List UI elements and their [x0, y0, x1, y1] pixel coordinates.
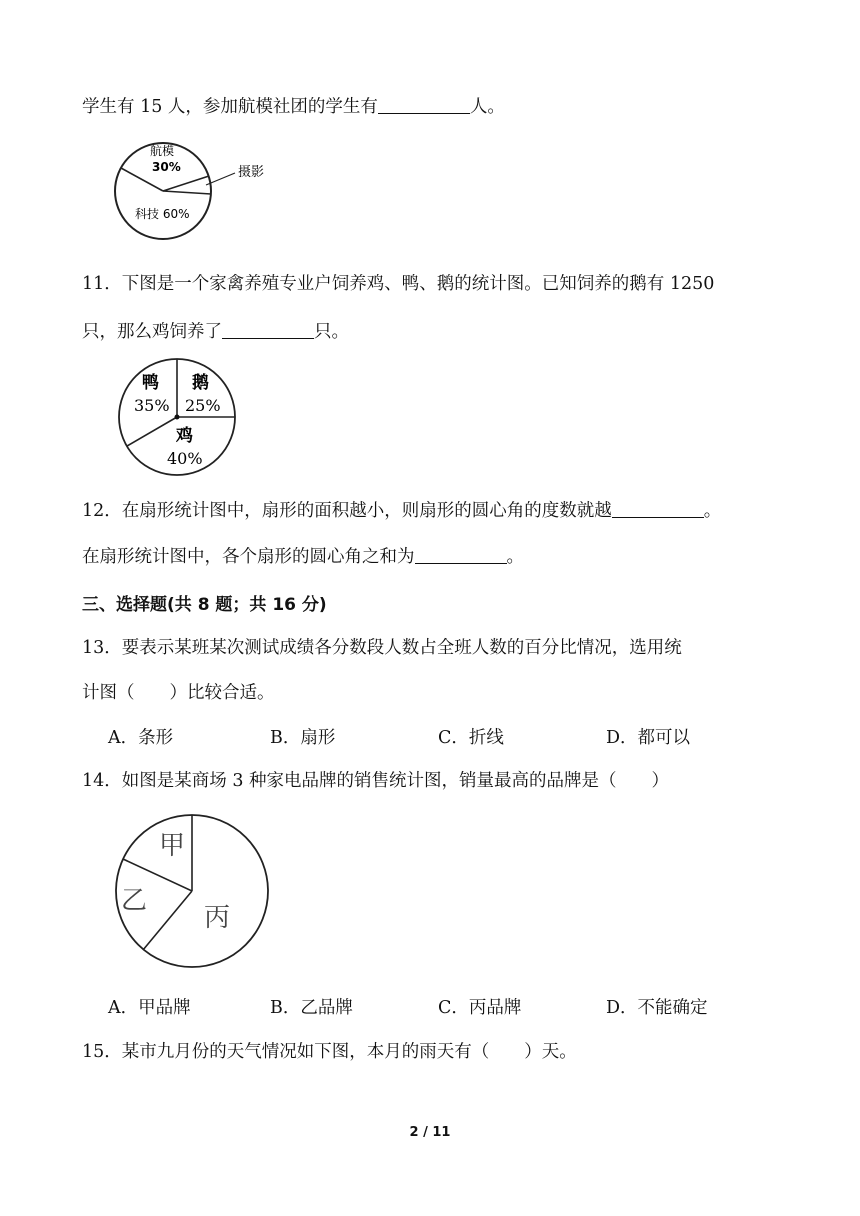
page-number: 2 / 11: [409, 1125, 451, 1140]
q10-answer-blank[interactable]: [378, 95, 470, 114]
q14-line1: 14．如图是某商场 3 种家电品牌的销售统计图，销量最高的品牌是（ ）: [82, 771, 670, 791]
q10-label-sheying: 摄影: [238, 165, 265, 180]
q13-option-b[interactable]: B．扇形: [270, 728, 336, 748]
q12-answer-blank-1[interactable]: [612, 499, 704, 518]
q14-label-jia: 甲: [159, 831, 186, 861]
q11-label-ya: 鸭: [142, 373, 159, 393]
q11-pie-chart: [112, 356, 242, 478]
q14-option-a[interactable]: A．甲品牌: [108, 998, 191, 1018]
q14-option-d[interactable]: D．不能确定: [606, 998, 708, 1018]
q15-line1: 15．某市九月份的天气情况如下图，本月的雨天有（ ）天。: [82, 1042, 577, 1062]
q14-option-c[interactable]: C．丙品牌: [438, 998, 522, 1018]
q13-option-d[interactable]: D．都可以: [606, 728, 691, 748]
q13-option-a[interactable]: A．条形: [108, 728, 174, 748]
q11-line2: 只，那么鸡饲养了 只。: [82, 322, 349, 342]
q10-pie-chart: [108, 130, 278, 252]
q10-text: 学生有 15 人，参加航模社团的学生有 人。: [82, 97, 505, 117]
q12-line2: 在扇形统计图中，各个扇形的圆心角之和为 。: [82, 547, 524, 567]
q11-pct-e: 25%: [185, 396, 221, 415]
section-title: 三、选择题(共 8 题；共 16 分): [82, 595, 327, 615]
q13-line2: 计图（ ）比较合适。: [82, 683, 275, 703]
q11-answer-blank[interactable]: [222, 320, 314, 339]
q14-option-b[interactable]: B．乙品牌: [270, 998, 353, 1018]
q11-line1: 11．下图是一个家禽养殖专业户饲养鸡、鸭、鹅的统计图。已知饲养的鹅有 1250: [82, 274, 715, 294]
q14-label-bing: 丙: [204, 903, 231, 933]
q11-label-ji: 鸡: [176, 426, 193, 446]
q11-label-e: 鹅: [192, 373, 209, 393]
q14-label-yi: 乙: [121, 886, 148, 916]
q14-pie-chart: [110, 812, 272, 972]
q10-pct-hangmo: 30%: [152, 160, 181, 174]
q12-answer-blank-2[interactable]: [415, 545, 507, 564]
q11-pct-ya: 35%: [134, 396, 170, 415]
q10-label-hangmo: 航模: [150, 144, 175, 158]
q13-option-c[interactable]: C．折线: [438, 728, 504, 748]
q13-line1: 13．要表示某班某次测试成绩各分数段人数占全班人数的百分比情况，选用统: [82, 638, 682, 658]
q11-pct-ji: 40%: [167, 449, 203, 468]
q12-line1: 12．在扇形统计图中，扇形的面积越小，则扇形的圆心角的度数就越 。: [82, 501, 722, 521]
q10-label-keji: 科技 60%: [135, 207, 190, 221]
